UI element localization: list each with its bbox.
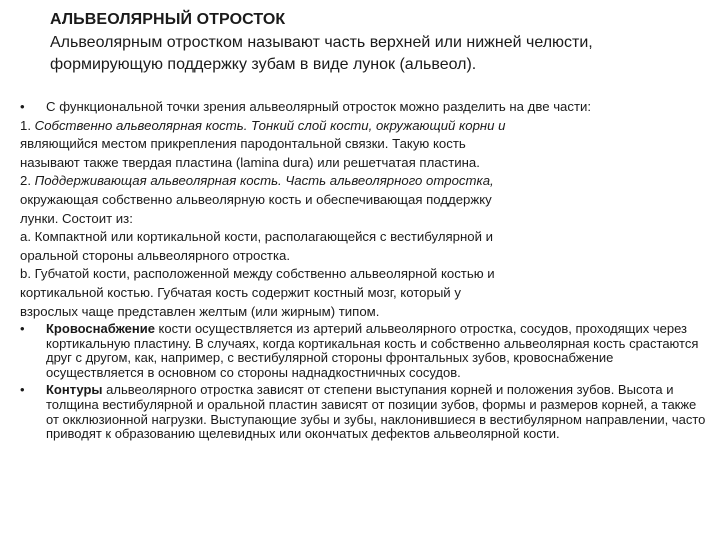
intro-text: С функциональной точки зрения альвеолярный отросток можно разделить на две части: (46, 99, 592, 114)
paragraph-2-line: оральной стороны альвеолярного отростка. (20, 247, 291, 263)
paragraph-2-line: a. Компактной или кортикальной кости, располагающейся с вестибулярной и (20, 229, 494, 245)
subtitle-line-2: формирующую поддержку зубам в виде лунок (альвеол). (50, 56, 477, 73)
bullet-list (20, 322, 710, 445)
intro-line (20, 98, 710, 117)
paragraph-2-line: кортикальной костью. Губчатая кость содержит костный мозг, который у (20, 284, 461, 300)
bullet-icon: • (20, 99, 25, 114)
paragraph-2-head (20, 172, 710, 191)
paragraph-2-line: b. Губчатой кости, расположенной между собственно альвеолярной костью и (20, 266, 495, 282)
paragraph-1-head (20, 117, 710, 136)
list-item (20, 383, 710, 441)
p1-italic: Собственно альвеолярная кость. Тонкий слой кости, окружающий корни и (34, 117, 506, 133)
p2-italic: Поддерживающая альвеолярная кость. Часть альвеолярного отростка, (34, 173, 494, 189)
bullet-icon: • (20, 382, 25, 398)
subtitle-line-1: Альвеолярным отростком называют часть верхней или нижней челюсти, (50, 34, 593, 51)
body-text (20, 98, 710, 321)
list-item-text: кости осуществляется из артерий альвеолярного отростка, сосудов, проходящих через кортикальную пластину. В случаях, когда кортикальная кость и собственно альвеолярная кость срастаются друг с другом, как, например, с вестибулярной стороны фронтальных зубов, кровоснабжение осуществляется в основном со стороны наднадкостничных сосудов. (46, 321, 699, 380)
bullet-icon: • (20, 321, 25, 336)
paragraph-2-line: окружающая собственно альвеолярную кость и обеспечивающая поддержку (20, 191, 492, 207)
p1-number: 1. (20, 117, 35, 133)
list-item (20, 322, 710, 380)
list-item-text: альвеолярного отростка зависят от степени выступания корней и положения зубов. Высота и толщина вестибулярной и оральной пластин зависят от позиции зубов, формы и размеров корней, а также от окклюзионной нагрузки. Выступающие зубы и зубы, наклонившиеся в вестибулярном направлении, часто приводят к образованию щелевидных или окончатых дефектов альвеолярной кости. (46, 382, 706, 442)
paragraph-2-line: лунки. Состоит из: (20, 210, 133, 226)
list-item-bold: Кровоснабжение (46, 321, 155, 336)
paragraph-1-line: называют также твердая пластина (lamina dura) или решетчатая пластина. (20, 154, 480, 170)
paragraph-1-line: являющийся местом прикрепления пародонтальной связки. Такую кость (20, 136, 466, 152)
page-title: АЛЬВЕОЛЯРНЫЙ ОТРОСТОК (50, 11, 286, 28)
paragraph-2-line: взрослых чаще представлен желтым (или жирным) типом. (20, 303, 380, 319)
p2-number: 2. (20, 173, 35, 189)
list-item-bold: Контуры (46, 382, 103, 398)
title-block (50, 8, 710, 76)
